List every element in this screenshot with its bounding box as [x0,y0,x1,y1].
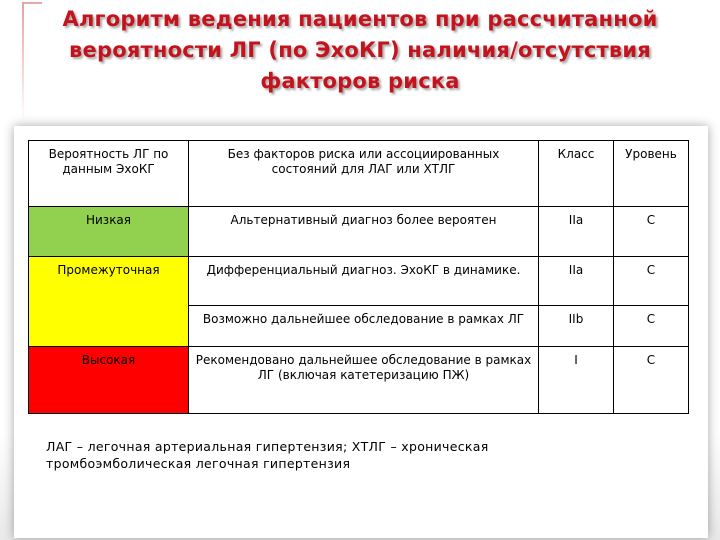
table-header-row [29,141,689,207]
title-line-1: Алгоритм ведения пациентов при рассчитанной [62,7,658,31]
header-level: Уровень [614,141,689,207]
footnote [46,438,606,472]
level-cell: С [614,347,689,414]
class-cell: IIa [539,257,614,306]
class-cell: IIb [539,306,614,347]
footnote-line-1: ЛАГ – легочная артериальная гипертензия; ХТЛГ – хроническая [46,439,489,454]
footnote-line-2: тромбоэмболическая легочная гипертензия [46,456,351,471]
header-probability: Вероятность ЛГ по данным ЭхоКГ [29,141,189,207]
header-class: Класс [539,141,614,207]
table-row [29,257,689,306]
action-cell: Рекомендовано дальнейшее обследование в рамках ЛГ (включая катетеризацию ПЖ) [189,347,539,414]
slide-title [40,4,680,97]
decorative-rule-side [22,2,24,122]
class-cell: IIa [539,207,614,257]
level-cell: С [614,257,689,306]
probability-intermediate-cell: Промежуточная [29,257,189,347]
table-row [29,207,689,257]
action-cell: Дифференциальный диагноз. ЭхоКГ в динамике. [189,257,539,306]
level-cell: С [614,207,689,257]
probability-low-cell: Низкая [29,207,189,257]
action-cell: Альтернативный диагноз более вероятен [189,207,539,257]
title-line-3: факторов риска [260,69,460,93]
decorative-rule-top [22,2,42,4]
action-cell: Возможно дальнейшее обследование в рамках ЛГ [189,306,539,347]
class-cell: I [539,347,614,414]
probability-high-cell: Высокая [29,347,189,414]
title-line-2: вероятности ЛГ (по ЭхоКГ) наличия/отсутствия [69,38,651,62]
header-no-factors: Без факторов риска или ассоциированных состояний для ЛАГ или ХТЛГ [189,141,539,207]
table-row [29,347,689,414]
algorithm-table [28,140,689,414]
level-cell: С [614,306,689,347]
